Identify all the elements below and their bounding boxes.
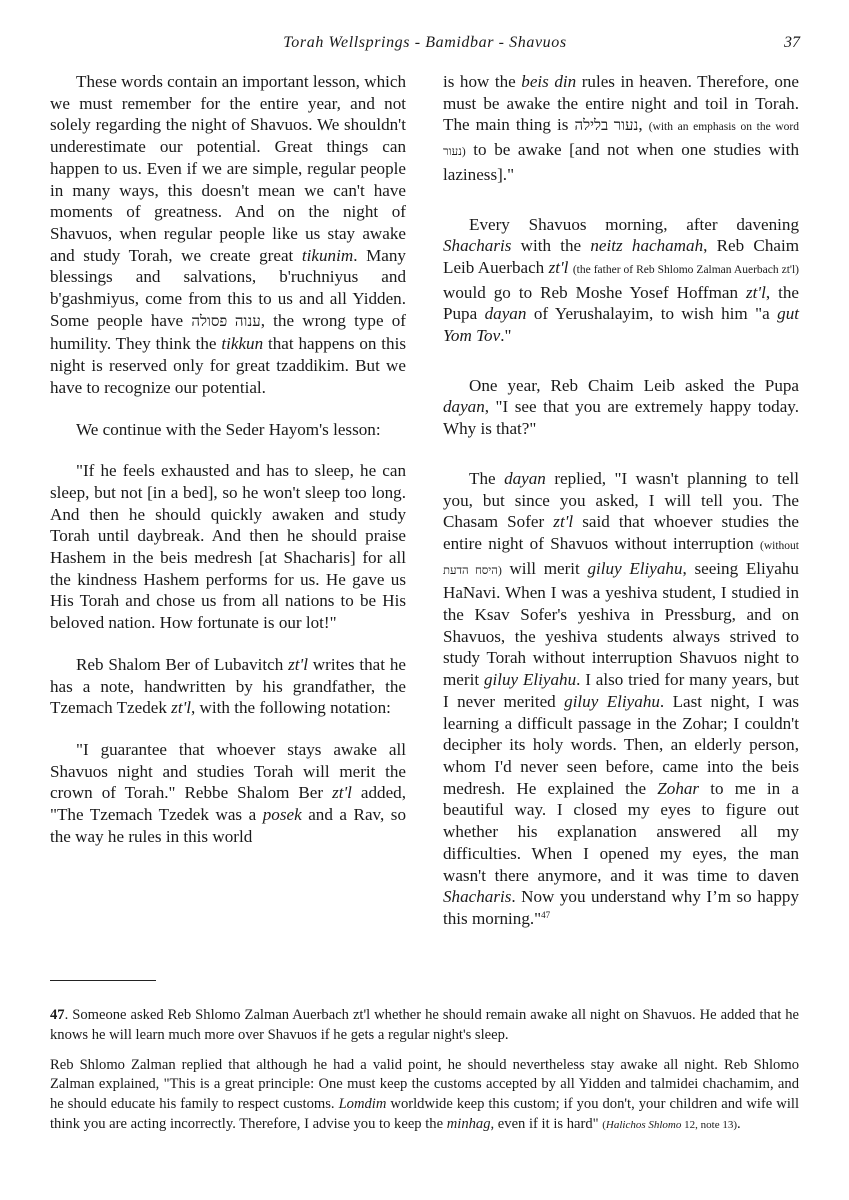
paragraph: One year, Reb Chaim Leib asked the Pupa dayan, "I see that you are extremely happy today. Why is that?" <box>443 375 799 439</box>
footnote-reference: 47 <box>541 909 551 920</box>
footnote: Reb Shlomo Zalman replied that although he had a valid point, he should nevertheless stay awake all night. Reb Shlomo Zalman explained, "This is a great principle: One must keep the customs accepted by all Yidden and talmidei chachamim, and he should educate his family to respect customs. Lomdim worldwide keep this custom; if you don't, your children and wife will think you are acting incorrectly. Therefore, I advise you to keep the minhag, even if it is hard" (Halichos Shlomo 12, note 13). <box>50 1056 799 1132</box>
footnotes <box>50 1006 799 1136</box>
running-title: Torah Wellsprings - Bamidbar - Shavuos <box>283 34 567 51</box>
hebrew-text: נעור בלילה <box>574 118 639 135</box>
quote-paragraph: "If he feels exhausted and has to sleep, he can sleep, but not [in a bed], so he won't sleep too long. And then he should quickly awaken and study Torah until daybreak. And then he should praise Hashem in the beis medresh [at Shacharis] for all the kindness Hashem performs for us. He gave us His Torah and chose us from all nations to be His beloved nation. How fortunate is our lot!" <box>50 461 406 633</box>
paragraph: We continue with the Seder Hayom's lesson: <box>76 419 381 439</box>
footnote-number: 47 <box>50 1007 65 1023</box>
footnote: 47. Someone asked Reb Shlomo Zalman Auerbach zt'l whether he should remain awake all night on Shavuos. He added that he knows he will learn much more over Shavuos if he gets a regular night's sleep. <box>50 1007 799 1043</box>
paragraph: The dayan replied, "I wasn't planning to tell you, but since you asked, I will tell you. The Chasam Sofer zt'l said that whoever studies the entire night of Shavuos without interruption (without היסח הדעת) will merit giluy Eliyahu, seeing Eliyahu HaNavi. When I was a yeshiva student, I studied in the Ksav Sofer's yeshiva in Pressburg, and on Shavuos, the yeshiva students always strived to study Torah without interruption Shavuos night to merit giluy Eliyahu. I also tried for many years, but I never merited giluy Eliyahu. Last night, I was learning a difficult passage in the Zohar; I couldn't decipher its holy words. Then, an elderly person, whom I'd never seen before, came into the beis medresh. He explained the Zohar to me in a beautiful way. I closed my eyes to figure out whether his explanation answered all my difficulties. When I opened my eyes, the man wasn't there anymore, and it was time to daven Shacharis. Now you understand why I’m so happy this morning."$^{47}$ <box>443 468 800 928</box>
paragraph-continued: is how the beis din rules in heaven. Therefore, one must be awake the entire night and toil in Torah. The main thing is נעור בלילה, (with an emphasis on the word נעור) to be awake [and not when one studies with laziness]." <box>443 72 799 184</box>
page-number: 37 <box>784 34 800 51</box>
page-header <box>50 34 800 56</box>
hebrew-text: ענוה פסולה <box>191 313 261 330</box>
left-column <box>50 71 406 848</box>
paragraph: Every Shavuos morning, after davening Shacharis with the neitz hachamah, Reb Chaim Leib Auerbach zt'l (the father of Reb Shlomo Zalman Auerbach zt'l) would go to Reb Moshe Yosef Hoffman zt'l, the Pupa dayan of Yerushalayim, to wish him "a gut Yom Tov." <box>443 214 799 346</box>
right-column <box>443 71 799 930</box>
footnote-divider <box>50 980 156 981</box>
paragraph: "I guarantee that whoever stays awake all Shavuos night and studies Torah will merit the crown of Torah." Rebbe Shalom Ber zt'l added, "The Tzemach Tzedek was a posek and a Rav, so the way he rules in this world <box>50 739 407 846</box>
paragraph: These words contain an important lesson, which we must remember for the entire year, and not solely regarding the night of Shavuos. We shouldn't underestimate our potential. Great things can happen to us. Even if we are simple, regular people in many ways, this doesn't mean we can't have moments of greatness. And on the night of Shavuos, when regular people like us stay awake and study Torah, we create great tikunim. Many blessings and salvations, b'ruchniyus and b'gashmiyus, come from this to us and all Yidden. Some people have ענוה פסולה, the wrong type of humility. They think the tikkun that happens on this night is reserved only for great tzaddikim. But we have to recognize our potential. <box>50 72 406 397</box>
paragraph: Reb Shalom Ber of Lubavitch zt'l writes that he has a note, handwritten by his grandfather, the Tzemach Tzedek zt'l, with the following notation: <box>50 654 406 718</box>
